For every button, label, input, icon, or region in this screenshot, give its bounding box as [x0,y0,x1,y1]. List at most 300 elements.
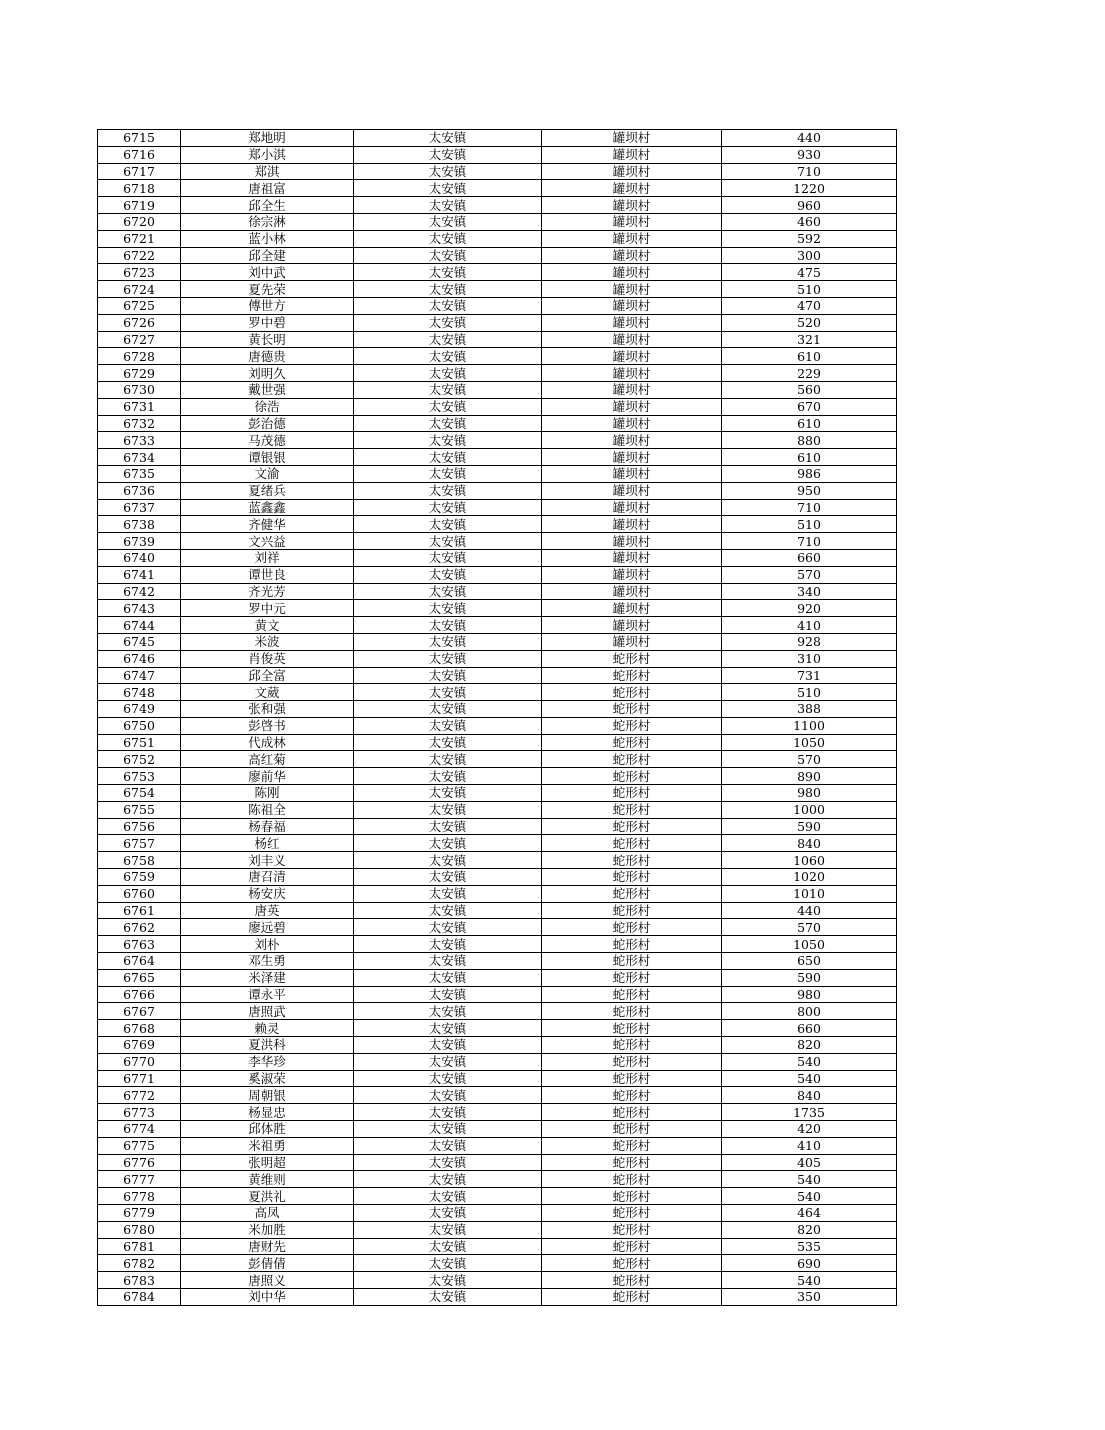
village-cell: 蛇形村 [542,852,722,869]
village-cell: 蛇形村 [542,885,722,902]
village-cell: 罐坝村 [542,533,722,550]
name-cell: 廖远碧 [181,919,354,936]
amount-cell: 510 [722,516,897,533]
table-row [98,1221,897,1238]
table-row [98,684,897,701]
table-row [98,1020,897,1037]
row-number-cell: 6733 [98,432,181,449]
table-row [98,516,897,533]
name-cell: 齐光芳 [181,583,354,600]
amount-cell: 1050 [722,734,897,751]
name-cell: 刘中华 [181,1288,354,1305]
data-table [97,129,897,1306]
town-cell: 太安镇 [354,717,542,734]
row-number-cell: 6721 [98,230,181,247]
amount-cell: 540 [722,1053,897,1070]
amount-cell: 388 [722,701,897,718]
town-cell: 太安镇 [354,953,542,970]
row-number-cell: 6727 [98,331,181,348]
village-cell: 罐坝村 [542,633,722,650]
amount-cell: 590 [722,818,897,835]
town-cell: 太安镇 [354,969,542,986]
name-cell: 邱体胜 [181,1121,354,1138]
village-cell: 蛇形村 [542,1272,722,1289]
table-row [98,986,897,1003]
row-number-cell: 6731 [98,398,181,415]
name-cell: 陈刚 [181,785,354,802]
town-cell: 太安镇 [354,600,542,617]
table-row [98,533,897,550]
town-cell: 太安镇 [354,617,542,634]
town-cell: 太安镇 [354,130,542,147]
town-cell: 太安镇 [354,281,542,298]
village-cell: 蛇形村 [542,1205,722,1222]
town-cell: 太安镇 [354,465,542,482]
amount-cell: 1060 [722,852,897,869]
town-cell: 太安镇 [354,348,542,365]
table-row [98,617,897,634]
table-row [98,365,897,382]
town-cell: 太安镇 [354,1255,542,1272]
name-cell: 黄文 [181,617,354,634]
name-cell: 邱全建 [181,247,354,264]
table-row [98,650,897,667]
row-number-cell: 6781 [98,1238,181,1255]
village-cell: 罐坝村 [542,499,722,516]
row-number-cell: 6777 [98,1171,181,1188]
name-cell: 张和强 [181,701,354,718]
town-cell: 太安镇 [354,264,542,281]
amount-cell: 460 [722,213,897,230]
row-number-cell: 6736 [98,482,181,499]
town-cell: 太安镇 [354,566,542,583]
village-cell: 蛇形村 [542,1020,722,1037]
name-cell: 张明超 [181,1154,354,1171]
name-cell: 邱全富 [181,667,354,684]
table-row [98,1171,897,1188]
table-row [98,852,897,869]
table-row [98,331,897,348]
row-number-cell: 6768 [98,1020,181,1037]
name-cell: 夏洪科 [181,1037,354,1054]
name-cell: 杨春福 [181,818,354,835]
village-cell: 蛇形村 [542,936,722,953]
village-cell: 蛇形村 [542,969,722,986]
village-cell: 蛇形村 [542,751,722,768]
row-number-cell: 6742 [98,583,181,600]
town-cell: 太安镇 [354,1221,542,1238]
table-row [98,801,897,818]
amount-cell: 890 [722,768,897,785]
table-row [98,835,897,852]
name-cell: 米加胜 [181,1221,354,1238]
row-number-cell: 6726 [98,314,181,331]
table-row [98,583,897,600]
row-number-cell: 6729 [98,365,181,382]
table-row [98,869,897,886]
table-row [98,130,897,147]
town-cell: 太安镇 [354,197,542,214]
table-row [98,701,897,718]
name-cell: 高红菊 [181,751,354,768]
name-cell: 谭世良 [181,566,354,583]
table-row [98,314,897,331]
row-number-cell: 6778 [98,1188,181,1205]
town-cell: 太安镇 [354,869,542,886]
town-cell: 太安镇 [354,331,542,348]
amount-cell: 920 [722,600,897,617]
table-row [98,180,897,197]
row-number-cell: 6772 [98,1087,181,1104]
town-cell: 太安镇 [354,1037,542,1054]
village-cell: 罐坝村 [542,331,722,348]
village-cell: 蛇形村 [542,1171,722,1188]
amount-cell: 1735 [722,1104,897,1121]
row-number-cell: 6757 [98,835,181,852]
row-number-cell: 6780 [98,1221,181,1238]
table-row [98,1272,897,1289]
name-cell: 彭啓书 [181,717,354,734]
amount-cell: 510 [722,281,897,298]
table-row [98,600,897,617]
amount-cell: 610 [722,415,897,432]
name-cell: 唐祖富 [181,180,354,197]
town-cell: 太安镇 [354,247,542,264]
village-cell: 罐坝村 [542,130,722,147]
village-cell: 罐坝村 [542,146,722,163]
town-cell: 太安镇 [354,1154,542,1171]
village-cell: 蛇形村 [542,768,722,785]
town-cell: 太安镇 [354,449,542,466]
village-cell: 罐坝村 [542,617,722,634]
table-row [98,734,897,751]
name-cell: 黄维则 [181,1171,354,1188]
table-row [98,1053,897,1070]
village-cell: 蛇形村 [542,986,722,1003]
village-cell: 罐坝村 [542,566,722,583]
town-cell: 太安镇 [354,482,542,499]
town-cell: 太安镇 [354,1171,542,1188]
village-cell: 蛇形村 [542,1137,722,1154]
amount-cell: 840 [722,1087,897,1104]
village-cell: 罐坝村 [542,348,722,365]
row-number-cell: 6755 [98,801,181,818]
town-cell: 太安镇 [354,919,542,936]
name-cell: 米泽建 [181,969,354,986]
table-row [98,885,897,902]
row-number-cell: 6745 [98,633,181,650]
name-cell: 奚淑荣 [181,1070,354,1087]
amount-cell: 540 [722,1171,897,1188]
name-cell: 唐照武 [181,1003,354,1020]
table-row [98,499,897,516]
village-cell: 罐坝村 [542,381,722,398]
name-cell: 夏洪礼 [181,1188,354,1205]
table-row [98,432,897,449]
village-cell: 罐坝村 [542,465,722,482]
town-cell: 太安镇 [354,1137,542,1154]
table-row [98,936,897,953]
table-row [98,919,897,936]
town-cell: 太安镇 [354,1272,542,1289]
row-number-cell: 6753 [98,768,181,785]
name-cell: 代成林 [181,734,354,751]
row-number-cell: 6720 [98,213,181,230]
town-cell: 太安镇 [354,1205,542,1222]
town-cell: 太安镇 [354,818,542,835]
table-row [98,902,897,919]
row-number-cell: 6734 [98,449,181,466]
row-number-cell: 6783 [98,1272,181,1289]
town-cell: 太安镇 [354,499,542,516]
row-number-cell: 6761 [98,902,181,919]
village-cell: 蛇形村 [542,919,722,936]
village-cell: 蛇形村 [542,1003,722,1020]
table-row [98,281,897,298]
amount-cell: 300 [722,247,897,264]
amount-cell: 570 [722,919,897,936]
town-cell: 太安镇 [354,533,542,550]
amount-cell: 820 [722,1221,897,1238]
town-cell: 太安镇 [354,1087,542,1104]
town-cell: 太安镇 [354,1121,542,1138]
amount-cell: 660 [722,1020,897,1037]
name-cell: 齐健华 [181,516,354,533]
town-cell: 太安镇 [354,768,542,785]
town-cell: 太安镇 [354,801,542,818]
village-cell: 蛇形村 [542,1037,722,1054]
name-cell: 杨红 [181,835,354,852]
table-row [98,1288,897,1305]
town-cell: 太安镇 [354,381,542,398]
town-cell: 太安镇 [354,650,542,667]
village-cell: 罐坝村 [542,180,722,197]
row-number-cell: 6722 [98,247,181,264]
name-cell: 赖灵 [181,1020,354,1037]
village-cell: 蛇形村 [542,650,722,667]
name-cell: 蓝小林 [181,230,354,247]
town-cell: 太安镇 [354,684,542,701]
amount-cell: 590 [722,969,897,986]
row-number-cell: 6725 [98,297,181,314]
village-cell: 蛇形村 [542,1104,722,1121]
row-number-cell: 6738 [98,516,181,533]
row-number-cell: 6748 [98,684,181,701]
name-cell: 傅世方 [181,297,354,314]
town-cell: 太安镇 [354,365,542,382]
row-number-cell: 6756 [98,818,181,835]
village-cell: 蛇形村 [542,701,722,718]
table-row [98,1255,897,1272]
amount-cell: 840 [722,835,897,852]
amount-cell: 710 [722,533,897,550]
row-number-cell: 6719 [98,197,181,214]
table-body [98,130,897,1306]
name-cell: 刘中武 [181,264,354,281]
village-cell: 蛇形村 [542,1154,722,1171]
amount-cell: 980 [722,986,897,1003]
town-cell: 太安镇 [354,516,542,533]
name-cell: 文兴益 [181,533,354,550]
amount-cell: 540 [722,1272,897,1289]
row-number-cell: 6752 [98,751,181,768]
village-cell: 蛇形村 [542,1121,722,1138]
amount-cell: 710 [722,163,897,180]
village-cell: 蛇形村 [542,1288,722,1305]
name-cell: 邱全生 [181,197,354,214]
town-cell: 太安镇 [354,835,542,852]
row-number-cell: 6724 [98,281,181,298]
village-cell: 蛇形村 [542,667,722,684]
row-number-cell: 6747 [98,667,181,684]
town-cell: 太安镇 [354,146,542,163]
table-row [98,633,897,650]
row-number-cell: 6746 [98,650,181,667]
town-cell: 太安镇 [354,751,542,768]
name-cell: 罗中元 [181,600,354,617]
town-cell: 太安镇 [354,398,542,415]
row-number-cell: 6735 [98,465,181,482]
table-row [98,717,897,734]
amount-cell: 410 [722,617,897,634]
table-row [98,768,897,785]
amount-cell: 930 [722,146,897,163]
name-cell: 文葳 [181,684,354,701]
name-cell: 彭倩倩 [181,1255,354,1272]
amount-cell: 405 [722,1154,897,1171]
table-row [98,213,897,230]
table-row [98,953,897,970]
village-cell: 罐坝村 [542,415,722,432]
amount-cell: 1100 [722,717,897,734]
village-cell: 罐坝村 [542,365,722,382]
amount-cell: 340 [722,583,897,600]
amount-cell: 229 [722,365,897,382]
village-cell: 罐坝村 [542,281,722,298]
row-number-cell: 6717 [98,163,181,180]
village-cell: 罐坝村 [542,247,722,264]
village-cell: 蛇形村 [542,801,722,818]
village-cell: 蛇形村 [542,902,722,919]
name-cell: 罗中碧 [181,314,354,331]
name-cell: 唐英 [181,902,354,919]
name-cell: 米祖勇 [181,1137,354,1154]
town-cell: 太安镇 [354,734,542,751]
village-cell: 罐坝村 [542,213,722,230]
row-number-cell: 6728 [98,348,181,365]
town-cell: 太安镇 [354,415,542,432]
table-row [98,197,897,214]
row-number-cell: 6749 [98,701,181,718]
village-cell: 蛇形村 [542,818,722,835]
village-cell: 蛇形村 [542,869,722,886]
amount-cell: 650 [722,953,897,970]
name-cell: 杨安庆 [181,885,354,902]
village-cell: 罐坝村 [542,230,722,247]
row-number-cell: 6715 [98,130,181,147]
village-cell: 蛇形村 [542,1255,722,1272]
town-cell: 太安镇 [354,230,542,247]
name-cell: 刘丰义 [181,852,354,869]
row-number-cell: 6760 [98,885,181,902]
amount-cell: 440 [722,902,897,919]
name-cell: 郑地明 [181,130,354,147]
name-cell: 文渝 [181,465,354,482]
row-number-cell: 6750 [98,717,181,734]
town-cell: 太安镇 [354,667,542,684]
table-row [98,381,897,398]
amount-cell: 690 [722,1255,897,1272]
name-cell: 黄长明 [181,331,354,348]
amount-cell: 540 [722,1188,897,1205]
row-number-cell: 6771 [98,1070,181,1087]
village-cell: 罐坝村 [542,516,722,533]
amount-cell: 310 [722,650,897,667]
row-number-cell: 6776 [98,1154,181,1171]
village-cell: 罐坝村 [542,600,722,617]
table-row [98,969,897,986]
village-cell: 蛇形村 [542,1188,722,1205]
amount-cell: 520 [722,314,897,331]
row-number-cell: 6766 [98,986,181,1003]
table-row [98,230,897,247]
name-cell: 郑淇 [181,163,354,180]
name-cell: 夏先荣 [181,281,354,298]
village-cell: 罐坝村 [542,264,722,281]
table-row [98,785,897,802]
town-cell: 太安镇 [354,314,542,331]
amount-cell: 986 [722,465,897,482]
amount-cell: 1020 [722,869,897,886]
row-number-cell: 6732 [98,415,181,432]
amount-cell: 510 [722,684,897,701]
name-cell: 刘祥 [181,549,354,566]
village-cell: 蛇形村 [542,953,722,970]
row-number-cell: 6764 [98,953,181,970]
village-cell: 罐坝村 [542,314,722,331]
village-cell: 罐坝村 [542,163,722,180]
row-number-cell: 6759 [98,869,181,886]
town-cell: 太安镇 [354,180,542,197]
town-cell: 太安镇 [354,432,542,449]
amount-cell: 928 [722,633,897,650]
town-cell: 太安镇 [354,785,542,802]
table-row [98,1205,897,1222]
town-cell: 太安镇 [354,213,542,230]
row-number-cell: 6775 [98,1137,181,1154]
name-cell: 夏绪兵 [181,482,354,499]
table-row [98,465,897,482]
town-cell: 太安镇 [354,1020,542,1037]
name-cell: 高凤 [181,1205,354,1222]
table-row [98,1188,897,1205]
name-cell: 陈祖全 [181,801,354,818]
amount-cell: 610 [722,449,897,466]
name-cell: 马茂德 [181,432,354,449]
name-cell: 唐德贵 [181,348,354,365]
row-number-cell: 6743 [98,600,181,617]
row-number-cell: 6784 [98,1288,181,1305]
town-cell: 太安镇 [354,1003,542,1020]
town-cell: 太安镇 [354,583,542,600]
table-row [98,818,897,835]
village-cell: 罐坝村 [542,482,722,499]
row-number-cell: 6754 [98,785,181,802]
table-row [98,297,897,314]
town-cell: 太安镇 [354,549,542,566]
row-number-cell: 6762 [98,919,181,936]
row-number-cell: 6716 [98,146,181,163]
